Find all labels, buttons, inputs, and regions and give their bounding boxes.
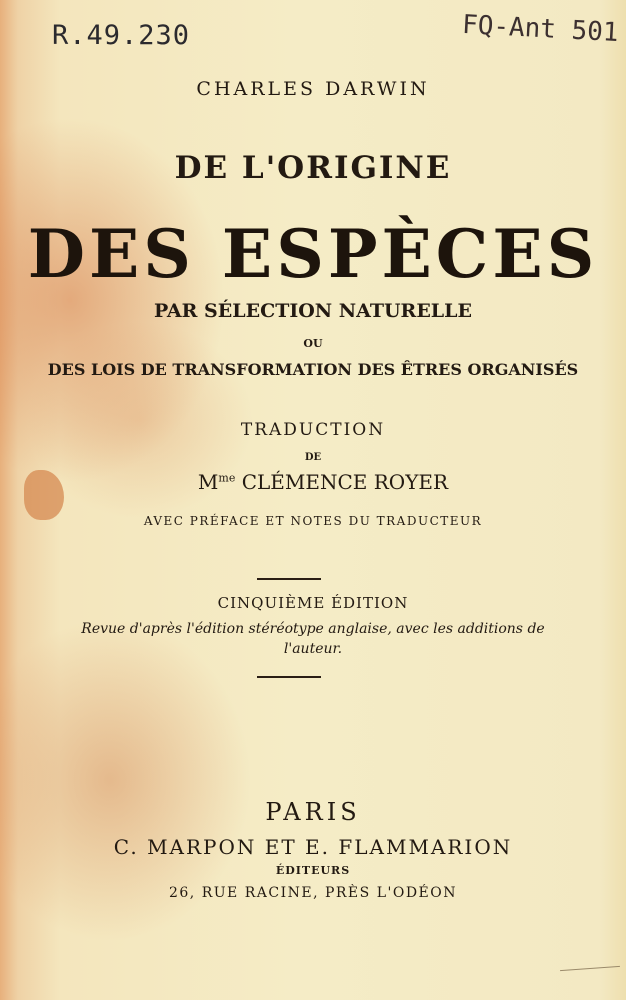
edition-label: CINQUIÈME ÉDITION	[217, 594, 409, 612]
translation-label: TRADUCTION	[240, 420, 386, 440]
author-name: CHARLES DARWIN	[196, 78, 430, 100]
title-line-2: DES ESPÈCES	[27, 215, 599, 293]
preface-note: AVEC PRÉFACE ET NOTES DU TRADUCTEUR	[143, 514, 483, 528]
translator-prefix: M	[197, 470, 219, 494]
shelfmark-left: R.49.230	[52, 20, 191, 51]
publisher-role: ÉDITEURS	[275, 864, 351, 877]
publisher-name: C. MARPON ET E. FLAMMARION	[113, 835, 513, 859]
shelfmark-right: FQ-Ant 501	[461, 9, 620, 49]
publisher-address: 26, RUE RACINE, PRÈS L'ODÉON	[168, 885, 457, 901]
translation-de: DE	[304, 452, 322, 463]
divider-bottom	[257, 676, 321, 678]
subtitle-line-2: DES LOIS DE TRANSFORMATION DES ÊTRES ORGANISÉS	[47, 360, 579, 379]
translator-name	[10, 470, 626, 494]
revision-note: Revue d'après l'édition stéréotype anglaise, avec les additions de l'auteur.	[81, 621, 545, 657]
title-line-1: DE L'ORIGINE	[174, 150, 452, 186]
imprint-city: PARIS	[265, 798, 361, 826]
divider-top	[257, 578, 321, 580]
translator-surname: CLÉMENCE ROYER	[241, 470, 449, 494]
subtitle-line-1: PAR SÉLECTION NATURELLE	[153, 300, 473, 322]
translator-sup: me	[218, 471, 236, 485]
subtitle-or: OU	[303, 337, 323, 350]
page-edge-mark	[560, 966, 620, 971]
